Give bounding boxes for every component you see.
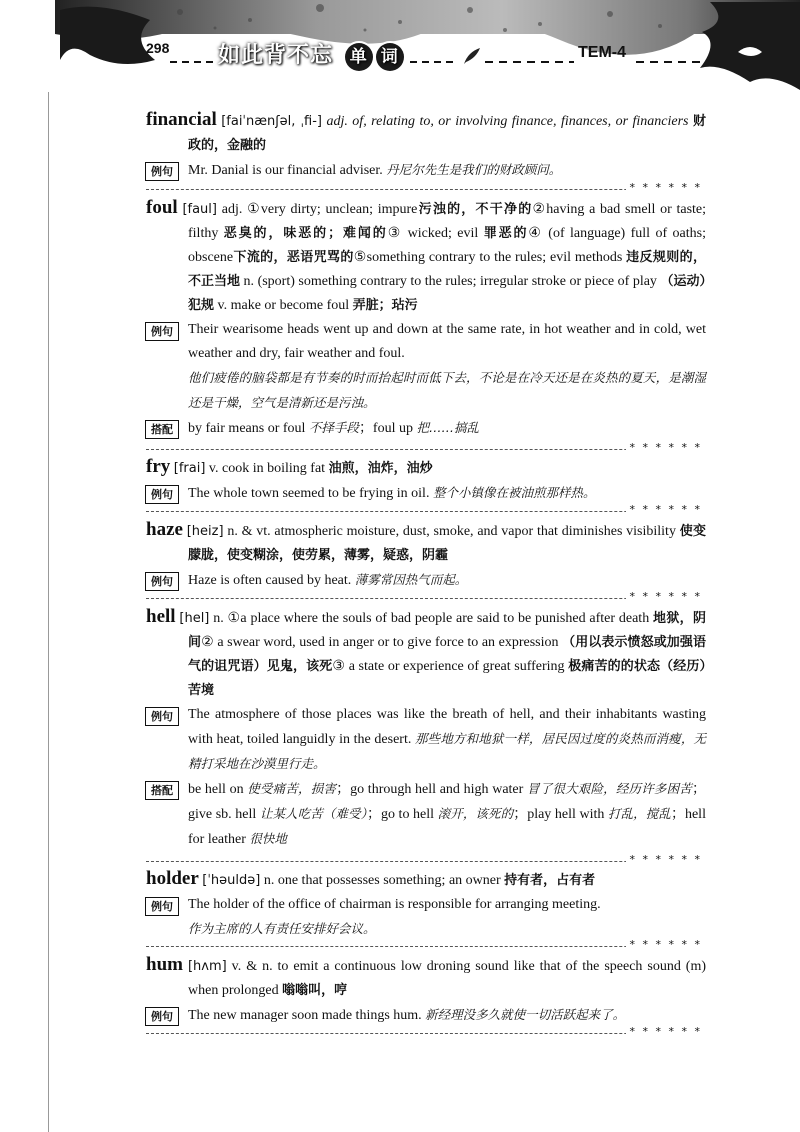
collocation-zh: 把……搞乱 bbox=[416, 420, 480, 435]
entry-holder bbox=[146, 867, 706, 942]
headword: financial bbox=[146, 109, 217, 130]
pronunciation: [faiˈnænʃəl, ˌfi-] bbox=[221, 114, 322, 129]
collocation-tag: 搭配 bbox=[145, 781, 179, 800]
page-number: 298 bbox=[146, 40, 170, 56]
collocation-en: ；go to hell bbox=[366, 807, 438, 822]
separator-stars: * * * * * * bbox=[626, 181, 702, 194]
collocation-en: ；play hell with bbox=[513, 807, 608, 822]
example-zh: 新经理没多久就使一切活跃起来了。 bbox=[425, 1007, 626, 1022]
definition-part: ⑤something contrary to the rules; evil methods bbox=[353, 250, 627, 265]
definition-zh: 使变朦胧，使变糊涂，使劳累，薄雾，疑惑，阴霾 bbox=[188, 524, 707, 563]
collocation-en: ；give sb. hell bbox=[188, 782, 706, 822]
collocation-en: ；foul up bbox=[358, 421, 417, 436]
example-zh: 丹尼尔先生是我们的财政顾问。 bbox=[386, 162, 562, 177]
definition-part: n. ①a place where the souls of bad people are said to be punished after death bbox=[213, 611, 654, 626]
collocation bbox=[146, 416, 706, 441]
separator-stars: * * * * * * bbox=[626, 938, 702, 951]
definition-en: n. & vt. atmospheric moisture, dust, smoke, and vapor that diminishes visibility bbox=[227, 524, 680, 539]
example-en: The holder of the office of chairman is responsible for arranging meeting. bbox=[188, 897, 601, 912]
example bbox=[146, 1003, 706, 1028]
definition-zh: 违反规则的，不正当地 bbox=[188, 250, 706, 289]
collocation-en: ；hell for leather bbox=[188, 807, 706, 847]
entry-haze bbox=[146, 518, 706, 593]
definition-zh: 嗡嗡叫，哼 bbox=[282, 983, 348, 998]
example bbox=[146, 158, 706, 183]
pronunciation: [frai] bbox=[173, 461, 206, 476]
pronunciation: [faul] bbox=[182, 202, 217, 217]
definition-zh: 地狱，阴间 bbox=[188, 611, 706, 650]
definition-part: ② a swear word, used in anger or to give force to an expression bbox=[201, 635, 563, 650]
example-tag: 例句 bbox=[145, 572, 179, 591]
definition-zh: 污浊的，不干净的 bbox=[417, 202, 533, 217]
pronunciation: [heiz] bbox=[186, 524, 224, 539]
definition-part: adj. ①very dirty; unclean; impure bbox=[221, 202, 418, 217]
definition bbox=[146, 196, 706, 318]
example bbox=[146, 568, 706, 593]
definition bbox=[146, 867, 706, 893]
example-tag: 例句 bbox=[145, 485, 179, 504]
definition-zh: 弄脏；玷污 bbox=[352, 298, 418, 313]
header-brush-ornament-left bbox=[60, 0, 155, 70]
example-tag: 例句 bbox=[145, 897, 179, 916]
headword: fry bbox=[146, 456, 171, 477]
definition-part: ③ a state or experience of great suffering bbox=[332, 659, 569, 674]
definition-part: n. (sport) something contrary to the rules; irregular stroke or piece of play bbox=[240, 274, 661, 289]
example bbox=[146, 893, 706, 942]
example-zh: 作为主席的人有责任安排好会议。 bbox=[188, 921, 376, 936]
example bbox=[146, 481, 706, 506]
definition-en: v. cook in boiling fat bbox=[208, 461, 329, 476]
headword: hum bbox=[146, 954, 183, 975]
exam-label: TEM-4 bbox=[578, 44, 626, 61]
collocation-en: be hell on bbox=[188, 782, 248, 797]
example-tag: 例句 bbox=[145, 322, 179, 341]
collocation-zh: 冒了很大艰险，经历许多困苦 bbox=[527, 781, 692, 796]
series-circle-2: 词 bbox=[376, 43, 404, 71]
entry-hell bbox=[146, 605, 706, 852]
page-header bbox=[0, 0, 800, 92]
definition-en: n. one that possesses something; an owner bbox=[263, 873, 505, 888]
example-tag: 例句 bbox=[145, 162, 179, 181]
entry-financial bbox=[146, 108, 706, 183]
definition-zh: 极痛苦的的状态（经历）苦境 bbox=[188, 659, 706, 698]
series-title bbox=[218, 38, 404, 71]
definition-zh: 油煎，油炸，油炒 bbox=[328, 461, 433, 476]
definition-part: v. make or become foul bbox=[214, 298, 353, 313]
definition bbox=[146, 108, 706, 158]
example-zh: 整个小镇像在被油煎那样热。 bbox=[432, 485, 596, 500]
example-en: The whole town seemed to be frying in oil. bbox=[188, 486, 430, 501]
example-zh: 薄雾常因热气而起。 bbox=[354, 572, 468, 587]
definition-zh: 罪恶的 bbox=[483, 226, 529, 241]
separator-stars: * * * * * * bbox=[626, 1025, 702, 1038]
feather-icon bbox=[462, 46, 482, 66]
headword: haze bbox=[146, 519, 183, 540]
collocation bbox=[146, 777, 706, 852]
definition-zh: （运动）犯规 bbox=[188, 274, 706, 313]
definition bbox=[146, 953, 706, 1003]
example-en: The atmosphere of those places was like the breath of hell, and their inhabitants wasting with heat, toiled languidly in the desert. bbox=[188, 707, 706, 747]
separator-stars: * * * * * * bbox=[626, 503, 702, 516]
collocation-zh: 打乱，搅乱 bbox=[607, 806, 671, 821]
example bbox=[146, 703, 706, 777]
collocation-zh: 很快地 bbox=[249, 831, 287, 846]
definition-zh: （用以表示愤怒或加强语气的诅咒语）见鬼，该死 bbox=[188, 635, 706, 674]
example-tag: 例句 bbox=[145, 707, 179, 726]
example-en: Their wearisome heads went up and down at the same rate, in hot weather and in cold, wet weather and dry, fair weather and foul. bbox=[188, 322, 706, 361]
pronunciation: [ˈhəuldə] bbox=[202, 873, 261, 888]
definition bbox=[146, 518, 706, 568]
definition bbox=[146, 455, 706, 481]
definition bbox=[146, 605, 706, 703]
pronunciation: [hel] bbox=[179, 611, 210, 626]
example-zh: 他们疲倦的脑袋都是有节奏的时而抬起时而低下去，不论是在冷天还是在炎热的夏天，是潮湿还是干燥，空气是清新还是污浊。 bbox=[188, 370, 706, 410]
example-en: The new manager soon made things hum. bbox=[188, 1008, 422, 1023]
example-en: Mr. Danial is our financial adviser. bbox=[188, 163, 383, 178]
header-brush-ornament-right bbox=[690, 2, 800, 90]
collocation-zh: 使受痛苦，损害 bbox=[247, 781, 337, 796]
separator-stars: * * * * * * bbox=[626, 853, 702, 866]
pronunciation: [hʌm] bbox=[187, 959, 227, 974]
example-zh: 那些地方和地狱一样，居民因过度的炎热而消瘦，无精打采地在沙漠里行走。 bbox=[188, 731, 706, 771]
definition-zh: 下流的，恶语咒骂的 bbox=[233, 250, 354, 265]
entry-hum bbox=[146, 953, 706, 1028]
definition-part: ④ (of language) full of oaths; obscene bbox=[188, 226, 706, 265]
definition-zh: 持有者，占有者 bbox=[504, 873, 596, 888]
collocation-en: ；go through hell and high water bbox=[336, 782, 527, 797]
collocation-zh: 不择手段 bbox=[308, 420, 359, 435]
separator bbox=[146, 1025, 702, 1044]
headword: hell bbox=[146, 606, 176, 627]
collocation-en: by fair means or foul bbox=[188, 421, 309, 436]
example bbox=[146, 318, 706, 416]
entry-foul bbox=[146, 196, 706, 441]
headword: holder bbox=[146, 868, 199, 889]
series-title-text: 如此背不忘 bbox=[218, 43, 334, 68]
example-en: Haze is often caused by heat. bbox=[188, 573, 352, 588]
definition-zh: 恶臭的，味恶的；难闻的 bbox=[223, 226, 388, 241]
example-tag: 例句 bbox=[145, 1007, 179, 1026]
collocation-tag: 搭配 bbox=[145, 420, 179, 439]
collocation-zh: 让某人吃苦（难受） bbox=[259, 806, 367, 821]
definition-zh: 财政的，金融的 bbox=[188, 114, 706, 153]
definition-part: ②having a bad smell or taste; filthy bbox=[188, 202, 707, 241]
definition-part: ③ wicked; evil bbox=[387, 226, 484, 241]
headword: foul bbox=[146, 197, 178, 218]
definition-en: v. & n. to emit a continuous low droning sound like that of the speech sound (m) when prolonged bbox=[188, 959, 706, 998]
binding-margin-line bbox=[48, 92, 49, 1132]
separator-stars: * * * * * * bbox=[626, 441, 702, 454]
collocation-zh: 滚开，该死的 bbox=[437, 806, 514, 821]
entry-fry bbox=[146, 455, 706, 506]
series-circle-1: 单 bbox=[345, 43, 373, 71]
separator-stars: * * * * * * bbox=[626, 590, 702, 603]
definition-en: adj. of, relating to, or involving finance, finances, or financiers bbox=[326, 114, 689, 129]
